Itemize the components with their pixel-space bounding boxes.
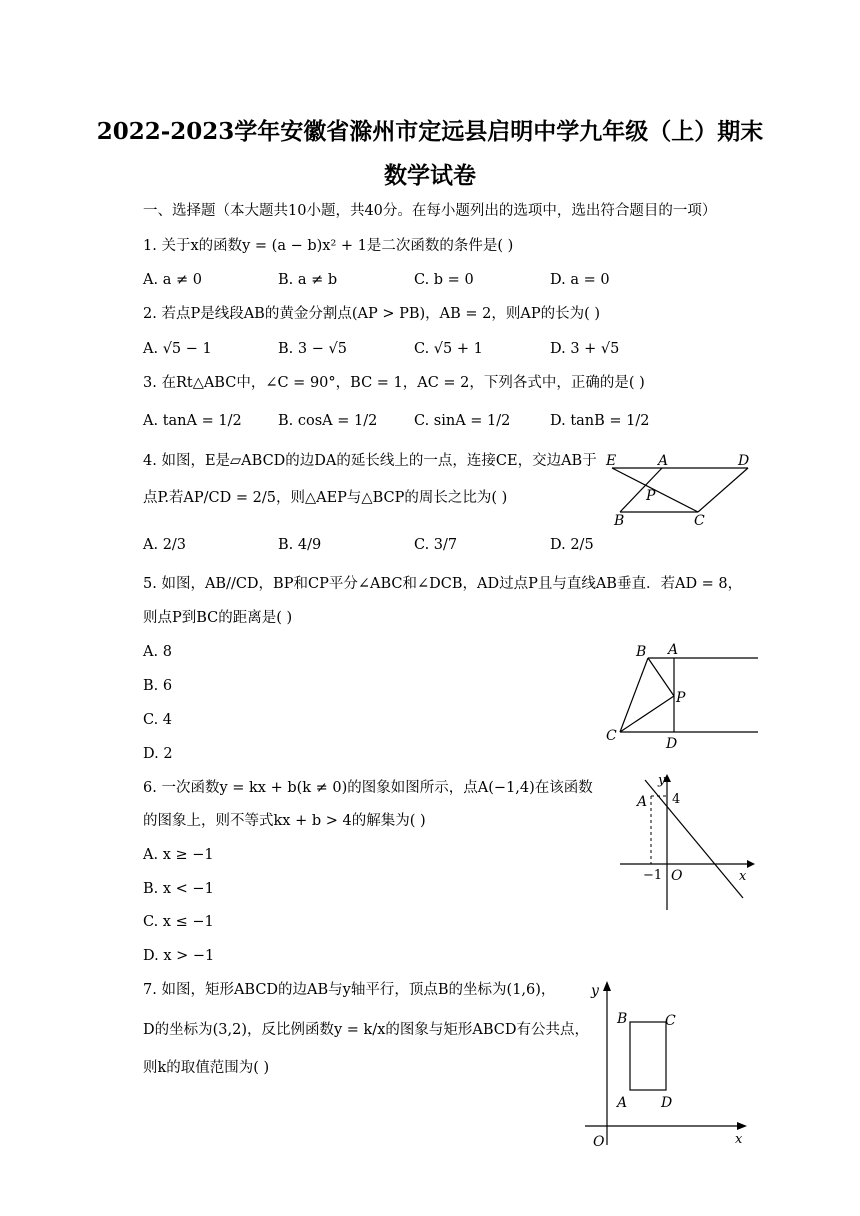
fig6-label-x: x bbox=[739, 869, 747, 884]
q2-option-d: D. 3 + √5 bbox=[550, 341, 620, 357]
question-5-stem-2: 则点P到BC的距离是( ) bbox=[143, 610, 293, 626]
fig4-label-e: E bbox=[606, 453, 617, 469]
question-4-stem-1: 4. 如图，E是▱ABCD的边DA的延长线上的一点，连接CE，交边AB于 bbox=[143, 453, 597, 469]
fig6-label-y: y bbox=[658, 773, 666, 788]
fig5-label-c: C bbox=[606, 728, 617, 744]
question-7-stem-2: D的坐标为(3,2)，反比例函数y = k/x的图象与矩形ABCD有公共点， bbox=[143, 1022, 590, 1038]
q1-option-b: B. a ≠ b bbox=[278, 272, 338, 288]
figure-q4-parallelogram bbox=[600, 450, 760, 530]
fig6-label-origin: O bbox=[671, 868, 683, 884]
fig6-label-neg1: −1 bbox=[643, 868, 663, 883]
fig5-label-p: P bbox=[676, 690, 686, 706]
fig5-label-d: D bbox=[666, 736, 678, 752]
question-2-stem: 2. 若点P是线段AB的黄金分割点(AP > PB)，AB = 2，则AP的长为( ) bbox=[143, 306, 601, 322]
fig7-label-x: x bbox=[735, 1132, 743, 1147]
question-6-stem-2: 的图象上，则不等式kx + b > 4的解集为( ) bbox=[143, 813, 426, 829]
q5-option-d: D. 2 bbox=[143, 746, 173, 762]
q2-option-c: C. √5 + 1 bbox=[414, 341, 483, 357]
q4-option-c: C. 3/7 bbox=[414, 537, 458, 553]
q1-option-a: A. a ≠ 0 bbox=[143, 272, 202, 288]
fig4-label-c: C bbox=[694, 513, 705, 529]
fig4-label-p: P bbox=[646, 488, 656, 504]
q1-option-c: C. b = 0 bbox=[414, 272, 474, 288]
fig6-label-a: A bbox=[637, 794, 648, 810]
question-1-stem: 1. 关于x的函数y = (a − b)x² + 1是二次函数的条件是( ) bbox=[143, 238, 514, 254]
fig7-label-c: C bbox=[665, 1013, 676, 1029]
q5-option-c: C. 4 bbox=[143, 712, 173, 728]
q4-option-d: D. 2/5 bbox=[550, 537, 594, 553]
figure-q6-linear-function bbox=[615, 770, 755, 915]
fig4-label-b: B bbox=[614, 513, 625, 529]
q2-option-b: B. 3 − √5 bbox=[278, 341, 347, 357]
q6-option-d: D. x > −1 bbox=[143, 948, 215, 964]
figure-q7-rectangle bbox=[585, 975, 755, 1155]
q5-option-b: B. 6 bbox=[143, 678, 173, 694]
fig4-label-d: D bbox=[738, 453, 750, 469]
q3-option-a: A. tanA = 1/2 bbox=[143, 413, 242, 429]
q6-option-b: B. x < −1 bbox=[143, 881, 214, 897]
fig5-label-b: B bbox=[636, 644, 647, 660]
question-7-stem-3: 则k的取值范围为( ) bbox=[143, 1060, 270, 1076]
q4-option-a: A. 2/3 bbox=[143, 537, 187, 553]
fig4-label-a: A bbox=[658, 453, 669, 469]
fig7-label-b: B bbox=[617, 1011, 628, 1027]
q1-option-d: D. a = 0 bbox=[550, 272, 610, 288]
fig7-label-d: D bbox=[661, 1095, 673, 1111]
page-title-line2: 数学试卷 bbox=[384, 162, 476, 189]
q2-option-a: A. √5 − 1 bbox=[143, 341, 212, 357]
figure-q5-parallel-lines bbox=[600, 640, 760, 755]
section-heading: 一、选择题（本大题共10小题，共40分。在每小题列出的选项中，选出符合题目的一项） bbox=[143, 203, 717, 219]
question-4-stem-2: 点P.若AP/CD = 2/5，则△AEP与△BCP的周长之比为( ) bbox=[143, 490, 508, 506]
fig7-label-y: y bbox=[591, 983, 599, 999]
page-title-line1: 2022-2023学年安徽省滁州市定远县启明中学九年级（上）期末 bbox=[96, 118, 764, 145]
fig6-label-4: 4 bbox=[672, 792, 681, 807]
q6-option-c: C. x ≤ −1 bbox=[143, 914, 214, 930]
q5-option-a: A. 8 bbox=[143, 644, 172, 660]
fig5-label-a: A bbox=[668, 642, 679, 658]
q3-option-d: D. tanB = 1/2 bbox=[550, 413, 650, 429]
q3-option-b: B. cosA = 1/2 bbox=[278, 413, 378, 429]
question-6-stem-1: 6. 一次函数y = kx + b(k ≠ 0)的图象如图所示，点A(−1,4)在该函数 bbox=[143, 780, 593, 796]
question-7-stem-1: 7. 如图，矩形ABCD的边AB与y轴平行，顶点B的坐标为(1,6)， bbox=[143, 982, 556, 998]
fig7-label-origin: O bbox=[593, 1134, 605, 1150]
q6-option-a: A. x ≥ −1 bbox=[143, 847, 214, 863]
fig7-label-a: A bbox=[617, 1095, 628, 1111]
question-5-stem-1: 5. 如图，AB//CD，BP和CP平分∠ABC和∠DCB，AD过点P且与直线AB垂直．若AD = 8， bbox=[143, 576, 743, 592]
q4-option-b: B. 4/9 bbox=[278, 537, 322, 553]
question-3-stem: 3. 在Rt△ABC中，∠C = 90°，BC = 1，AC = 2，下列各式中，正确的是( ) bbox=[143, 375, 645, 391]
q3-option-c: C. sinA = 1/2 bbox=[414, 413, 511, 429]
